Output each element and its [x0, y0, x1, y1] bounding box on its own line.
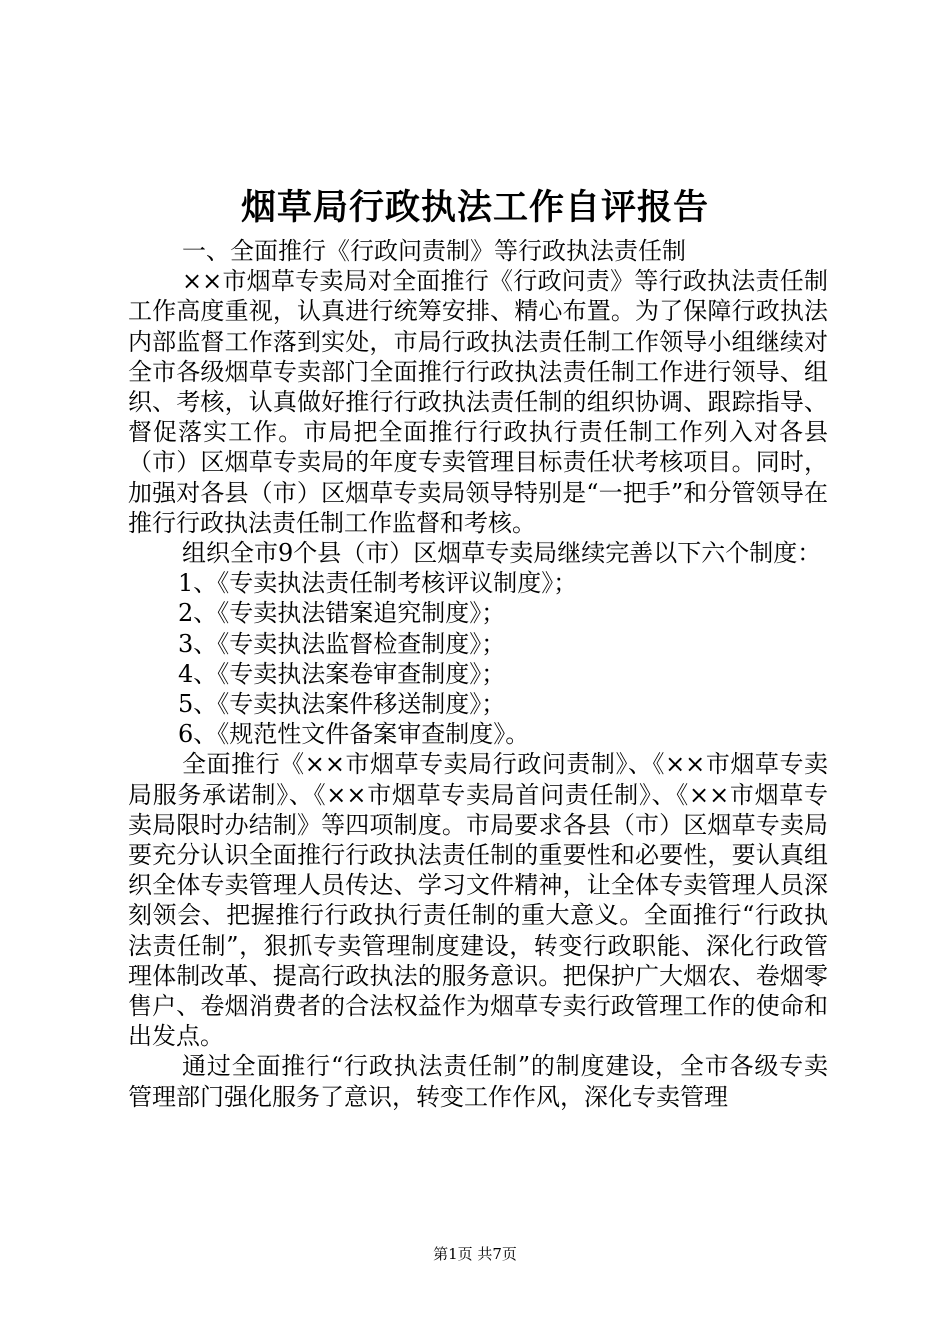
paragraph: 组织全市9个县（市）区烟草专卖局继续完善以下六个制度：	[182, 539, 822, 568]
section-heading: 一、全面推行《行政问责制》等行政执法责任制	[182, 237, 686, 265]
list-item: 3、《专卖执法监督检查制度》；	[178, 629, 506, 658]
list-item: 5、《专卖执法案件移送制度》；	[178, 690, 506, 719]
list-item: 6、《规范性文件备案审查制度》。	[178, 720, 530, 749]
document-title: 烟草局行政执法工作自评报告	[240, 187, 709, 228]
list-item: 4、《专卖执法案卷审查制度》；	[178, 659, 506, 688]
page-footer: 第1页 共7页	[433, 1245, 517, 1263]
list-item: 1、《专卖执法责任制考核评议制度》；	[178, 569, 578, 598]
document-body	[128, 236, 828, 1112]
paragraph: ××市烟草专卖局对全面推行《行政问责》等行政执法责任制工作高度重视，认真进行统筹安排、精心布置。为了保障行政执法内部监督工作落到实处，市局行政执法责任制工作领导小组继续对全市各级烟草专卖部门全面推行行政执法责任制工作进行领导、组织、考核，认真做好推行行政执法责任制的组织协调、跟踪指导、督促落实工作。市局把全面推行行政执行责任制工作列入对各县（市）区烟草专卖局的年度专卖管理目标责任状考核项目。同时，加强对各县（市）区烟草专卖局领导特别是“一把手”和分管领导在推行行政执法责任制工作监督和考核。	[128, 267, 828, 537]
list-item: 2、《专卖执法错案追究制度》；	[178, 599, 506, 628]
paragraph: 全面推行《××市烟草专卖局行政问责制》、《××市烟草专卖局服务承诺制》、《××市烟草专卖局首问责任制》、《××市烟草专卖局限时办结制》等四项制度。市局要求各县（市）区烟草专卖局要充分认识全面推行行政执法责任制的重要性和必要性，要认真组织全体专卖管理人员传达、学习文件精神，让全体专卖管理人员深刻领会、把握推行行政执行责任制的重大意义。全面推行“行政执法责任制”，狠抓专卖管理制度建设，转变行政职能、深化行政管理体制改革、提高行政执法的服务意识。把保护广大烟农、卷烟零售户、卷烟消费者的合法权益作为烟草专卖行政管理工作的使命和出发点。	[128, 750, 828, 1051]
paragraph: 通过全面推行“行政执法责任制”的制度建设，全市各级专卖管理部门强化服务了意识，转变工作作风，深化专卖管理	[128, 1052, 828, 1111]
